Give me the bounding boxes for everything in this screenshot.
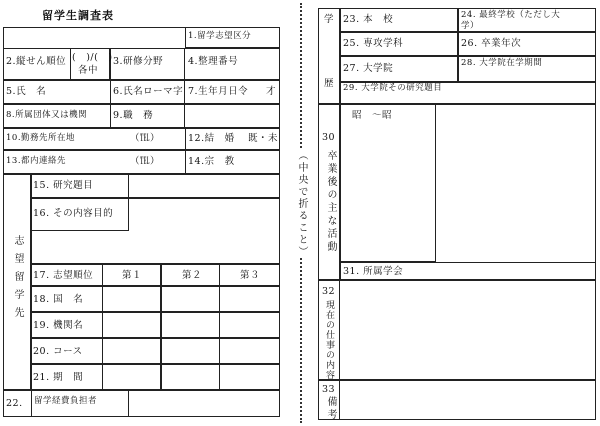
field-29-label: 29. 大学院その研究題目 bbox=[343, 83, 443, 93]
field-20-label: 20. コース bbox=[33, 346, 83, 357]
history-side-label: 歴 bbox=[324, 78, 335, 89]
column-third: 第３ bbox=[240, 270, 261, 281]
field-7-age: 才 bbox=[266, 86, 277, 97]
field-21-label: 21. 期 間 bbox=[33, 372, 84, 383]
field-33-label: 備考 bbox=[325, 396, 336, 422]
field-4-label: 4.整理番号 bbox=[188, 56, 239, 67]
column-second: 第２ bbox=[182, 270, 203, 281]
field-6-label: 6.氏名ローマ字 bbox=[113, 86, 184, 97]
field-31-label: 31. 所属学会 bbox=[343, 266, 404, 277]
field-22-label: 22. bbox=[6, 398, 23, 409]
field-32-label: 現在の仕事の内容 bbox=[324, 300, 334, 380]
field-7-label: 7.生年月日令 bbox=[188, 86, 249, 97]
field-19-label: 19. 機関名 bbox=[33, 320, 84, 331]
fold-instruction: （中央で折ること） bbox=[296, 150, 307, 258]
field-27-label: 27. 大学院 bbox=[343, 63, 394, 74]
field-28-label: 28. 大学院在学期間 bbox=[461, 58, 543, 68]
field-18-label: 18. 国 名 bbox=[33, 294, 84, 305]
field-12-value: 既・未 bbox=[248, 133, 279, 144]
field-1-label: 1.留学志望区分 bbox=[188, 31, 252, 41]
field-3-label: 3.研修分野 bbox=[113, 56, 164, 67]
field-23-label: 23. 本 校 bbox=[343, 14, 394, 25]
field-17-label: 17. 志望順位 bbox=[33, 270, 94, 281]
form-title: 留学生調査表 bbox=[42, 9, 114, 22]
field-14-label: 14.宗 教 bbox=[188, 156, 235, 167]
field-12-label: 12.結 婚 bbox=[188, 133, 235, 144]
field-30-label: 卒業後の主な活動 bbox=[325, 150, 336, 254]
field-13-tel: （℡） bbox=[130, 156, 161, 167]
field-8-label: 8.所属団体又は機関 bbox=[6, 110, 88, 120]
field-16-label: 16. その内容目的 bbox=[33, 208, 114, 219]
field-13-label: 13.都内連絡先 bbox=[6, 156, 67, 166]
field-24-label: 24. 最終学校（ただし大学） bbox=[461, 10, 561, 31]
field-26-label: 26. 卒業年次 bbox=[461, 38, 522, 49]
field-10-label: 10.勤務先所在地 bbox=[6, 133, 76, 143]
field-10-tel: （℡） bbox=[130, 133, 161, 144]
field-2-label: 2.縦せん順位 bbox=[6, 56, 67, 67]
field-15-label: 15. 研究題目 bbox=[33, 180, 94, 191]
field-5-label: 5.氏 名 bbox=[6, 86, 47, 97]
field-33-number: 33 bbox=[322, 384, 336, 395]
field-30-period: 昭 〜昭 bbox=[352, 110, 393, 121]
field-22-payer: 留学経費負担者 bbox=[34, 396, 98, 406]
field-25-label: 25. 専攻学科 bbox=[343, 38, 404, 49]
field-9-label: 9.職 務 bbox=[113, 110, 154, 121]
column-first: 第１ bbox=[122, 270, 143, 281]
school-side-label: 学 bbox=[324, 14, 335, 25]
field-32-number: 32 bbox=[322, 286, 336, 297]
aspiration-side-label: 志望留学先 bbox=[12, 235, 23, 325]
field-30-number: 30 bbox=[322, 132, 336, 143]
field-2-value: ( )/( ) bbox=[72, 52, 113, 63]
field-2-note: 各中 bbox=[78, 65, 99, 76]
